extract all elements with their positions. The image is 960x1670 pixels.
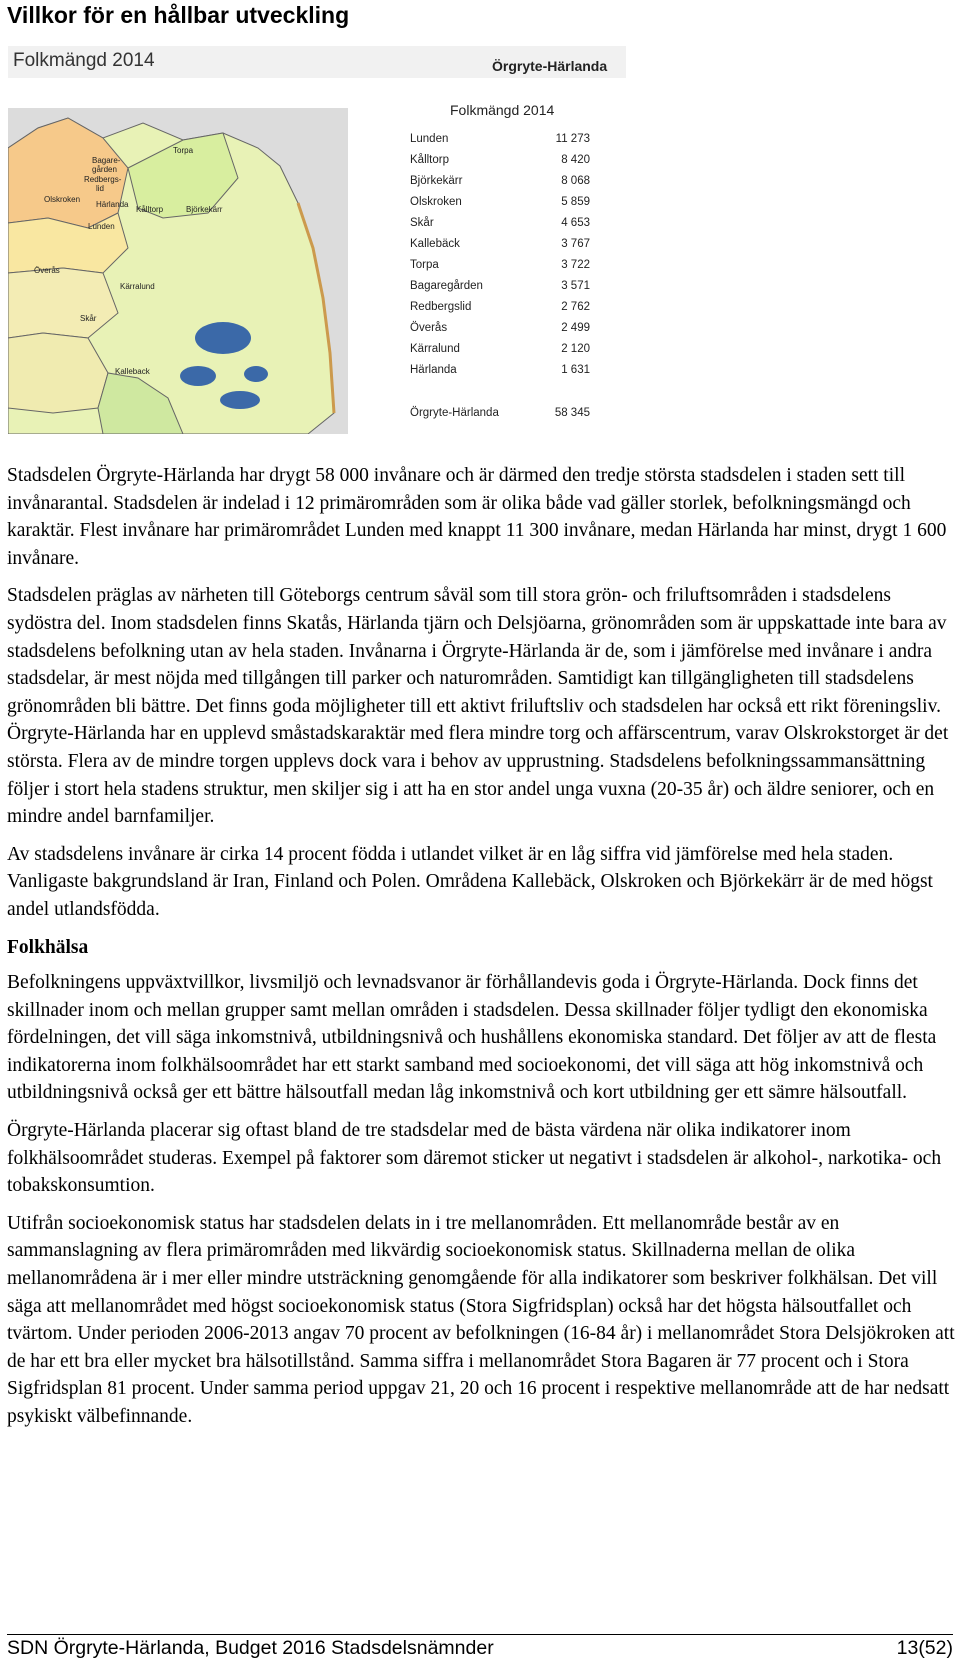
population-row-value: 4 653 <box>561 217 590 229</box>
footer-divider <box>7 1634 953 1635</box>
lake-1 <box>195 322 251 354</box>
population-row-name: Härlanda <box>410 364 457 376</box>
population-row <box>410 343 590 361</box>
population-row-value: 2 762 <box>561 301 590 313</box>
map-label-bagare: Bagare- <box>92 156 121 165</box>
population-row-value: 2 120 <box>561 343 590 355</box>
body-text <box>7 462 955 1441</box>
population-row <box>410 133 590 151</box>
page-title: Villkor för en hållbar utveckling <box>7 2 350 28</box>
population-row <box>410 259 590 277</box>
map-label-skar: Skår <box>80 314 97 323</box>
population-row-name: Björkekärr <box>410 175 463 187</box>
lake-4 <box>220 391 260 409</box>
population-row-name: Torpa <box>410 259 439 271</box>
map-label-kalleback: Kalleback <box>115 367 150 376</box>
map-label-overas: Överås <box>34 266 60 275</box>
population-row-name: Redbergslid <box>410 301 472 313</box>
population-row-name: Kallebäck <box>410 238 460 250</box>
map-label-torpa: Torpa <box>173 146 194 155</box>
paragraph: Utifrån socioekonomisk status har stadsdelen delats in i tre mellanområden. Ett mellanområde består av en sammanslagning av flera primärområden med likvärdig socioekonomisk status. Skillnaderna mellan de olika mellanområdena är i mer eller mindre utsträckning genomgående för alla indikatorer som beskriver folkhälsan. Det vill säga att mellanområdet med högst socioekonomisk status (Stora Sigfridsplan) också har det högsta hälsoutfallet och tvärtom. Under perioden 2006-2013 angav 70 procent av befolkningen (16-84 år) i mellanområdet Stora Delsjökroken att de har ett bra eller mycket bra hälsotillstånd. Samma siffra i mellanområdet Stora Bagaren är 77 procent och i Stora Sigfridsplan 81 procent. Under samma period uppgav 21, 20 och 16 procent i respektive mellanområde att de har nedsatt psykiskt välbefinnande. <box>7 1212 955 1427</box>
map-label-karralund: Kärralund <box>120 282 155 291</box>
population-row <box>410 196 590 214</box>
population-row <box>410 175 590 193</box>
population-row-name: Lunden <box>410 133 449 145</box>
population-row-name: Överås <box>410 322 448 334</box>
population-row-value: 1 631 <box>561 364 590 376</box>
population-row <box>410 364 590 382</box>
population-row-value: 3 767 <box>561 238 590 250</box>
footer-page-number: 13(52) <box>896 1637 953 1659</box>
population-row-name: Olskroken <box>410 196 462 208</box>
population-row-name: Kålltorp <box>410 154 449 166</box>
population-row <box>410 280 590 298</box>
population-row <box>410 238 590 256</box>
footer-document-title: SDN Örgryte-Härlanda, Budget 2016 Stadsdelsnämnder <box>7 1637 494 1659</box>
paragraph: Örgryte-Härlanda placerar sig oftast bland de tre stadsdelar med de bästa värdena när olika indikatorer inom folkhälsoområdet studeras. Exempel på faktorer som däremot sticker ut negativt i stadsdelen är alkohol-, narkotika- och tobakskonsumtion. <box>7 1120 942 1197</box>
population-row-value: 5 859 <box>561 196 590 208</box>
population-row-name: Bagaregården <box>410 280 483 292</box>
map-label-lunden: Lunden <box>88 222 115 231</box>
population-total-value: 58 345 <box>554 407 590 419</box>
section-heading-folkhalsa: Folkhälsa <box>7 936 89 958</box>
population-row-name: Kärralund <box>410 343 460 355</box>
lake-3 <box>244 366 268 382</box>
population-row-value: 3 571 <box>561 280 590 292</box>
population-figure <box>8 46 626 448</box>
paragraph: Befolkningens uppväxtvillkor, livsmiljö och levnadsvanor är förhållandevis goda i Örgryte-Härlanda. Dock finns det skillnader inom och mellan grupper samt mellan områden i stadsdelen. Dessa skillnader följer tydligt den ekonomiska fördelningen, det vill säga inkomstnivå, utbildningsnivå och hushållens ekonomiska standard. Det följer av att de flesta indikatorerna inom folkhälsoområdet har ett starkt samband med socioekonomi, det vill säga att hög inkomstnivå och utbildningsnivå också ger ett bättre hälsoutfall medan låg inkomstnivå och kort utbildning ger ett sämre hälsoutfall. <box>7 972 937 1104</box>
paragraph: Av stadsdelens invånare är cirka 14 procent födda i utlandet vilket är en låg siffra vid jämförelse med hela staden. Vanligaste bakgrundsland är Iran, Finland och Polen. Områdena Kallebäck, Olskroken och Björkekärr är de med högst andel utlandsfödda. <box>7 843 933 920</box>
population-row <box>410 301 590 319</box>
figure-banner-title: Folkmängd 2014 <box>13 50 155 71</box>
population-row-value: 8 420 <box>561 154 590 166</box>
population-row-value: 2 499 <box>561 322 590 334</box>
lake-2 <box>180 366 216 386</box>
population-row <box>410 322 590 340</box>
population-table-title: Folkmängd 2014 <box>450 102 555 118</box>
paragraph: Stadsdelen Örgryte-Härlanda har drygt 58 000 invånare och är därmed den tredje största stadsdelen i staden sett till invånarantal. Stadsdelen är indelad i 12 primärområden som är olika både vad gäller storlek, befolkningsmängd och karaktär. Flest invånare har primärområdet Lunden med knappt 11 300 invånare, medan Härlanda har minst, drygt 1 600 invånare. <box>7 465 947 569</box>
population-row-value: 8 068 <box>561 175 590 187</box>
population-row <box>410 154 590 172</box>
population-row <box>410 217 590 235</box>
paragraph: Stadsdelen präglas av närheten till Göteborgs centrum såväl som till stora grön- och friluftsområden i stadsdelens sydöstra del. Inom stadsdelen finns Skatås, Härlanda tjärn och Delsjöarna, grönområden som är uppskattade inte bara av stadsdelens befolkning utan av hela staden. Invånarna i Örgryte-Härlanda är de, som i jämförelse med invånare i andra stadsdelar, är mest nöjda med tillgången till parker och naturområden. Samtidigt kan tillgängligheten till stadsdelens grönområden bli bättre. Det finns goda möjligheter till ett aktivt friluftsliv och stadsdelen har också ett rikt föreningsliv. Örgryte-Härlanda har en upplevd småstadskaraktär med flera mindre torg och affärscentrum, varav Olskrokstorget är det största. Flera av de mindre torgen upplevs dock vara i behov av upprustning. Stadsdelens befolkningssammansättning följer i stort hela stadens struktur, men skiljer sig i att ha en stor andel unga vuxna (20-35 år) och äldre seniorer, och en mindre andel barnfamiljer. <box>7 585 949 828</box>
figure-banner-district: Örgryte-Härlanda <box>492 58 608 74</box>
map-label-kalltorp: Kålltorp <box>136 205 164 214</box>
map-label-olskroken: Olskroken <box>44 195 81 204</box>
figure-banner <box>8 46 626 78</box>
population-total-row <box>410 407 590 425</box>
map-label-redbergs: Redbergs- <box>84 175 122 184</box>
population-row-name: Skår <box>410 217 434 229</box>
population-total-name: Örgryte-Härlanda <box>410 407 499 419</box>
population-row-value: 3 722 <box>561 259 590 271</box>
map-label-garden: gården <box>92 165 117 174</box>
district-map <box>8 108 348 434</box>
map-label-harlanda: Härlanda <box>96 200 129 209</box>
map-label-lid: lid <box>96 184 105 193</box>
population-row-value: 11 273 <box>555 133 590 145</box>
map-label-bjorkekarr: Björkekärr <box>186 205 223 214</box>
